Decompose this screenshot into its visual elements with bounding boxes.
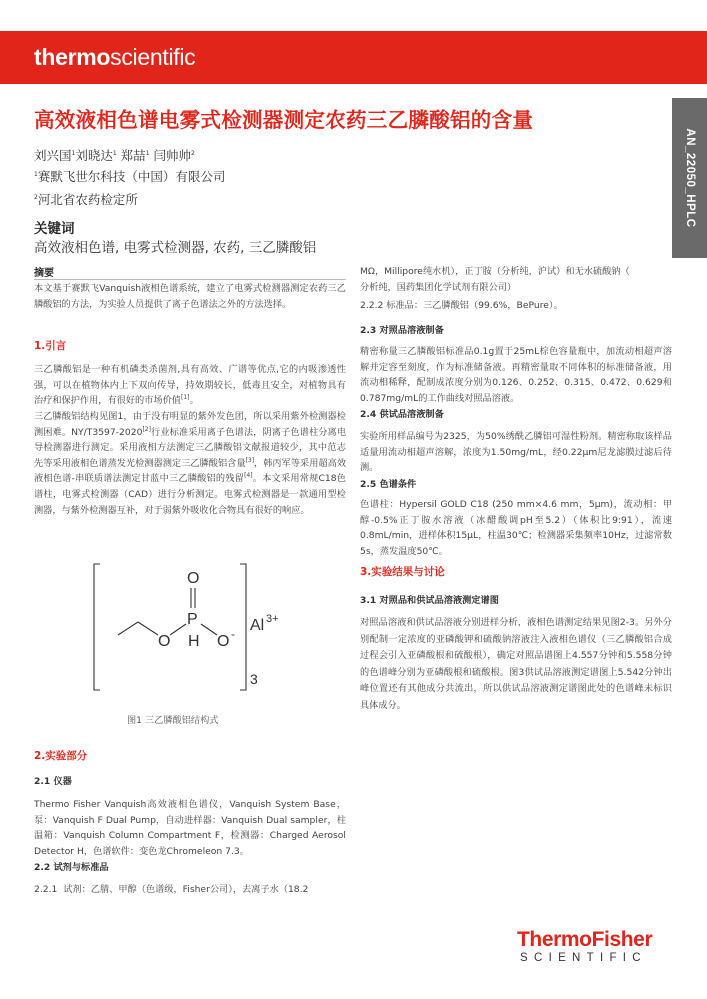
figure-1-structure — [60, 560, 310, 695]
section-3-1-text: 对照品溶液和供试品溶液分别进样分析，液相色谱测定结果见图2-3。另外分别配制一定浓度的亚磷酸钾和硫酸钠溶液注入液相色谱仪（三乙膦酸铝合成过程会引入亚磷酸根和硫酸根），确定对照品谱图上4.557分钟和5.558分钟的色谱峰分别为亚磷酸根和硫酸根。图3供试品溶液测定谱图上5.542分钟出峰位置还有其他成分共流出，所以供试品溶液测定谱图此处的色谱峰未标识具体成分。 — [360, 617, 672, 711]
section-2-3-text: 精密称量三乙膦酸铝标准品0.1g置于25mL棕色容量瓶中，加流动相超声溶解并定容至刻度，作为标准储备液。再精密量取不同体积的标准储备液，用流动相稀释，配制成浓度分别为0.126、0.252、0.315、0.472、0.629和0.787mg/mL的工作曲线对照品溶液。 — [360, 346, 672, 404]
abstract-rule — [34, 279, 346, 280]
charge-minus: - — [231, 627, 235, 641]
section-2-2-1-text-cont-line1: MΩ，Millipore纯水机），正丁胺（分析纯，沪试）和无水硫酸钠（ — [360, 266, 630, 277]
section-2-1-text: Thermo Fisher Vanquish高效液相色谱仪，Vanquish System Base，泵：Vanquish F Dual Pump，自动进样器：Vanquish Dual sampler，柱温箱：Vanquish Column Compartment F，检测器：Charged Aerosol Detector H，色谱软件：变色龙Chromeleon 7.3。 — [34, 799, 346, 857]
thermo-fisher-logo-scientific: SCIENTIFIC — [520, 952, 647, 964]
page-title: 高效液相色谱电雾式检测器测定农药三乙膦酸铝的含量 — [34, 108, 534, 132]
intro-paragraph-1: 三乙膦酸铝是一种有机磷类杀菌剂,具有高效、广谱等优点,它的内吸渗透性强，可以在植物体内上下双向传导，持效期较长，低毒且安全，对植物具有治疗和保护作用，有很好的市场价值[1]。 — [34, 364, 346, 407]
atom-o-left: O — [158, 633, 171, 650]
side-tab-label: AN_22050_HPLC — [683, 128, 696, 228]
abstract-text: 本文基于赛默飞Vanquish液相色谱系统，建立了电雾式检测器测定农药三乙膦酸铝的方法，为实验人员提供了离子色谱法之外的方法选择。 — [34, 283, 346, 310]
metal-charge: 3+ — [266, 613, 279, 625]
results-heading: 3.实验结果与讨论 — [360, 566, 445, 578]
subscript-3: 3 — [250, 671, 258, 687]
keywords-text: 高效液相色谱, 电雾式检测器, 农药, 三乙膦酸铝 — [34, 240, 317, 256]
thermo-fisher-logo: ThermoFisher — [517, 928, 653, 951]
section-2-4-heading: 2.4 供试品溶液制备 — [360, 409, 444, 420]
section-2-3-heading: 2.3 对照品溶液制备 — [360, 325, 444, 336]
metal-al: Al — [250, 617, 265, 634]
section-2-2-1-text-cont-line2: 分析纯，国药集团化学试剂有限公司） — [360, 282, 517, 293]
atom-o-right: O — [217, 633, 230, 650]
section-2-5-heading: 2.5 色谱条件 — [360, 479, 417, 490]
abstract-heading: 摘要 — [34, 268, 54, 279]
section-2-2-2-text: 2.2.2 标准品：三乙膦酸铝（99.6%，BePure）。 — [360, 300, 563, 311]
atom-h: H — [188, 633, 200, 650]
section-2-2-1-text-start: 2.2.1 试剂：乙腈、甲醇（色谱级，Fisher公司），去离子水（18.2 — [34, 884, 309, 895]
section-2-1-heading: 2.1 仪器 — [34, 776, 72, 787]
thermo-scientific-logo: thermoscientific — [34, 44, 196, 70]
affiliation-1: $^1$赛默飞世尔科技（中国）有限公司 — [34, 169, 226, 184]
figure-1-caption: 图1 三乙膦酸铝结构式 — [127, 715, 219, 726]
section-2-4-text: 实验所用样品编号为2325，为50%绣酰乙膦铝可湿性粉剂。精密称取该样品适量用流动相超声溶解，浓度为1.50mg/mL，经0.22µm尼龙滤膜过滤后待测。 — [360, 431, 672, 474]
section-2-2-heading: 2.2 试剂与标准品 — [34, 862, 109, 873]
keywords-heading: 关键词 — [34, 221, 75, 237]
side-tab — [672, 98, 707, 258]
section-2-5-text: 色谱柱：Hypersil GOLD C18 (250 mm×4.6 mm，5µm)，流动相：甲醇-0.5%正丁胺水溶液（冰醋酸调pH至5.2）（体积比9:91），流速0.8mL/min，进样体积15µL，柱温30℃；检测器采集频率10Hz，过滤常数5s，蒸发温度50℃。 — [360, 499, 672, 557]
authors: 刘兴国$^1$刘晓达$^1$ 郑喆$^1$ 闫帅帅$^2$ — [34, 148, 195, 163]
section-3-1-heading: 3.1 对照品和供试品溶液测定谱图 — [360, 595, 499, 606]
intro-heading: 1.引言 — [34, 340, 67, 352]
atom-o-double: O — [187, 570, 200, 587]
affiliation-2: $^2$河北省农药检定所 — [34, 192, 138, 207]
atom-p: P — [187, 611, 198, 628]
intro-paragraph-2: 三乙膦酸铝结构见图1，由于没有明显的紫外发色团，所以采用紫外检测器检测困难。NY/T3597-2020[2]行业标准采用离子色谱法，阴离子色谱柱分离电导检测器进行测定。采用液相方法测定三乙膦酸铝文献报道较少，其中范志先等采用液相色谱蒸发光检测器测定三乙膦酸铝含量[3]，韩丙军等采用超高效液相色谱-串联质谱法测定甘蓝中三乙膦酸铝的残留[4]。本文采用常规C18色谱柱，电雾式检测器（CAD）进行分析测定。电雾式检测器是一款通用型检测器，与紫外检测器互补，对于弱紫外吸收化合物具有很好的响应。 — [34, 411, 347, 516]
experimental-heading: 2.实验部分 — [34, 750, 88, 762]
